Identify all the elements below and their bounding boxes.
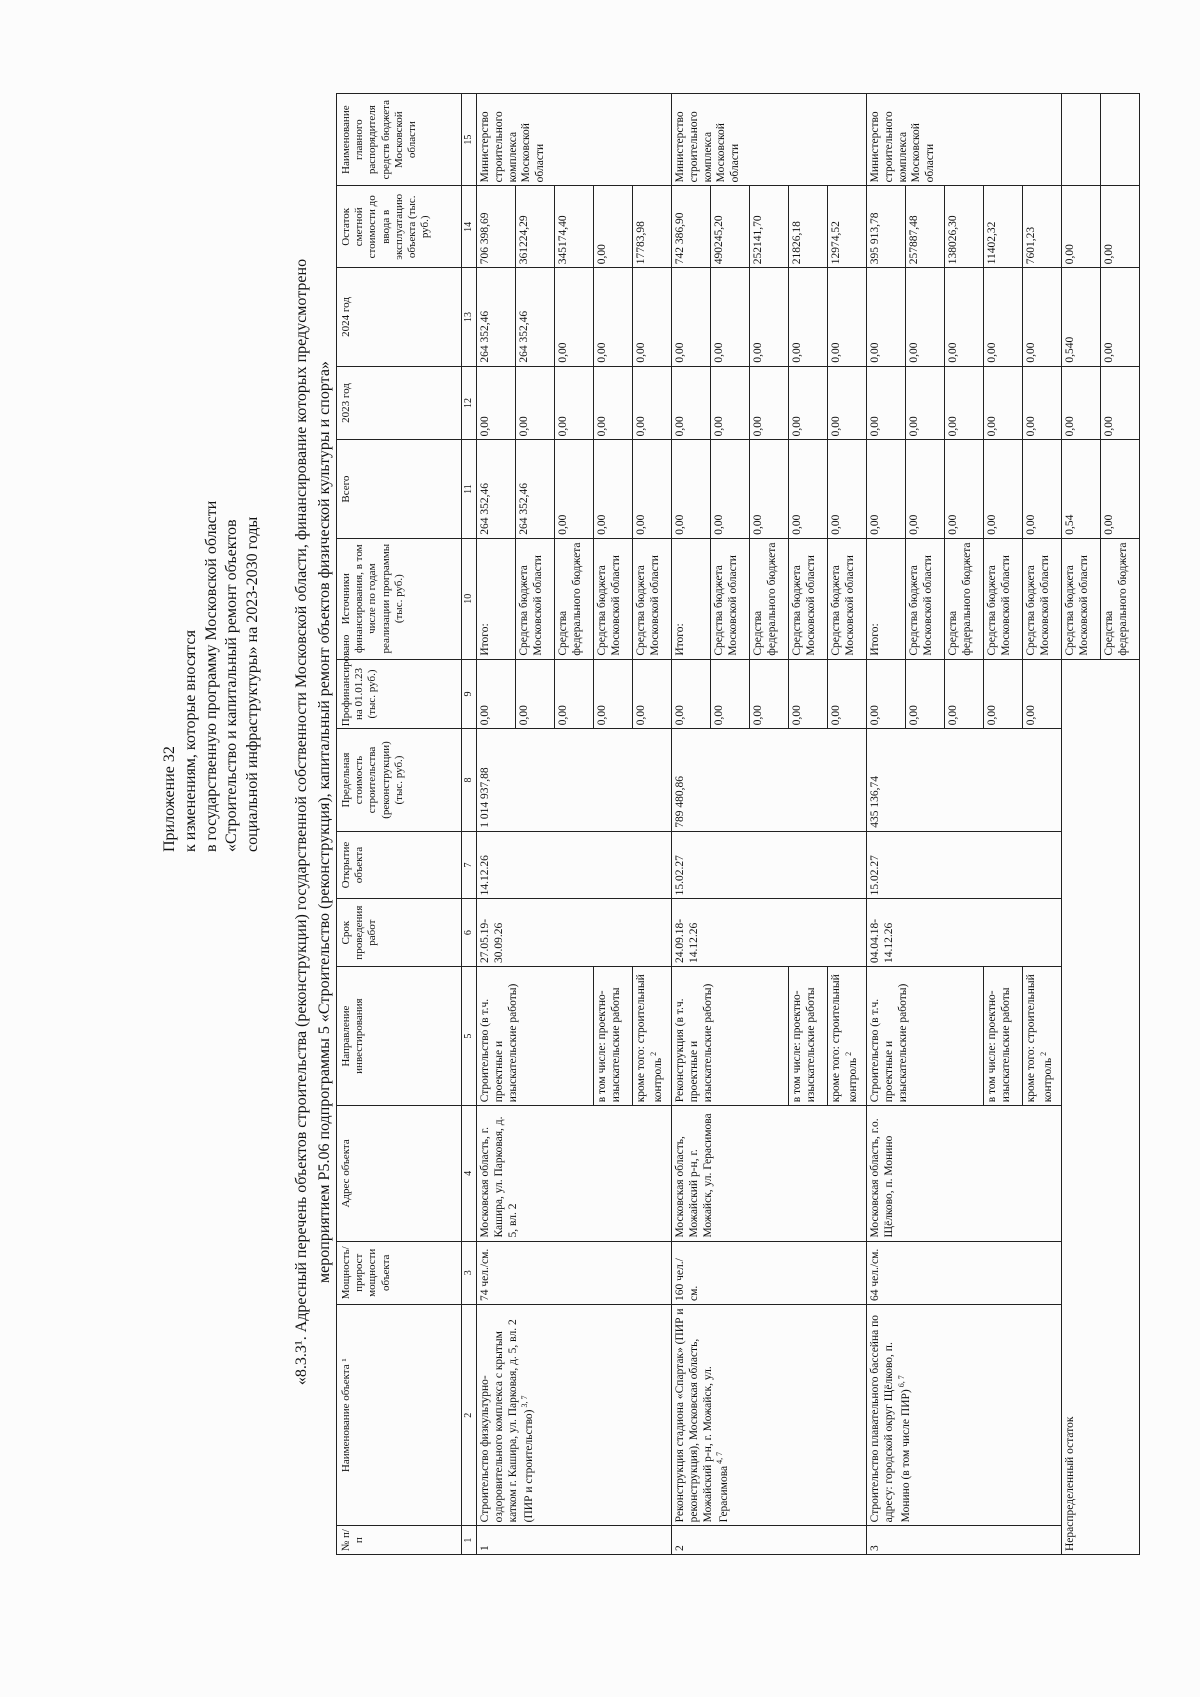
object-number: 2: [672, 1526, 867, 1555]
column-number: 8: [462, 729, 477, 831]
object-opening: 15.02.27: [867, 831, 1062, 899]
remaining-cost: 252141,70: [750, 186, 789, 268]
investment-direction-text: в том числе: проектно-изыскательские работы: [791, 987, 817, 1103]
work-term: 27.05.19-30.09.26: [477, 899, 672, 967]
total-amount: 264 352,46: [477, 440, 516, 538]
table-row: [672, 94, 711, 1555]
remaining-cost: 742 386,90: [672, 186, 711, 268]
funding-source: Средства бюджета Московской области: [906, 538, 945, 659]
amount-2023: 0,00: [750, 366, 789, 440]
funding-source: Средства бюджета Московской области: [516, 538, 555, 659]
amount-2024: 0,00: [828, 268, 867, 366]
object-opening: 15.02.27: [672, 831, 867, 899]
amount-2024: 0,00: [672, 268, 711, 366]
object-name: [867, 1305, 1062, 1526]
total-amount: 0,00: [828, 440, 867, 538]
total-amount: 0,00: [594, 440, 633, 538]
amount-2023: 0,00: [1023, 366, 1062, 440]
remaining-cost: 0,00: [594, 186, 633, 268]
column-number: 9: [462, 659, 477, 729]
total-amount: 0,00: [633, 440, 672, 538]
remaining-cost: 12974,52: [828, 186, 867, 268]
amount-2024: 0,00: [594, 268, 633, 366]
footnote-ref: 4, 7: [715, 1451, 725, 1466]
amount-2024: 0,00: [555, 268, 594, 366]
remaining-cost: 21826,18: [789, 186, 828, 268]
total-amount: 0,00: [789, 440, 828, 538]
amount-2023: 0,00: [711, 366, 750, 440]
footnote-ref: 6, 7: [896, 1375, 906, 1390]
amount-2024: 0,00: [750, 268, 789, 366]
column-number: 14: [462, 186, 477, 268]
total-amount: 0,00: [672, 440, 711, 538]
remaining-cost: 361224,29: [516, 186, 555, 268]
amount-2024: 0,00: [1101, 268, 1140, 366]
column-header: Мощность/ прирост мощности объекта: [337, 1241, 462, 1305]
remaining-cost: 706 398,69: [477, 186, 516, 268]
work-term: 24.09.18-14.12.26: [672, 899, 867, 967]
remaining-cost: 257887,48: [906, 186, 945, 268]
column-header: Направление инвестирования: [337, 966, 462, 1105]
financed-amount: 0,00: [750, 659, 789, 729]
amount-2023: 0,00: [477, 366, 516, 440]
financed-amount: 0,00: [789, 659, 828, 729]
appendix-line: к изменениям, которые вносятся: [181, 630, 199, 852]
financed-amount: 0,00: [555, 659, 594, 729]
undistributed-row: [1062, 94, 1101, 1555]
investment-direction: [594, 966, 633, 1105]
table-body: [477, 94, 1140, 1555]
column-header: Адрес объекта: [337, 1106, 462, 1241]
funding-source: Средства бюджета Московской области: [828, 538, 867, 659]
amount-2023: 0,00: [672, 366, 711, 440]
total-amount: 0,00: [867, 440, 906, 538]
object-number: 3: [867, 1526, 1062, 1555]
column-header: 2024 год: [337, 268, 462, 366]
amount-2023: 0,00: [789, 366, 828, 440]
object-capacity: 160 чел./см.: [672, 1241, 867, 1305]
column-number: 7: [462, 831, 477, 899]
amount-2024: 0,00: [984, 268, 1023, 366]
column-number: 10: [462, 538, 477, 659]
amount-2023: 0,00: [945, 366, 984, 440]
remaining-cost: 0,00: [1062, 186, 1101, 268]
remaining-cost: 395 913,78: [867, 186, 906, 268]
amount-2024: 0,00: [906, 268, 945, 366]
column-header: Наименование главного распорядителя средств бюджета Московской области: [337, 94, 462, 186]
investment-direction-text: в том числе: проектно-изыскательские работы: [596, 987, 622, 1103]
budget-manager: Министерство строительного комплекса Московской области: [867, 94, 1062, 186]
column-number: 2: [462, 1305, 477, 1526]
investment-direction: [984, 966, 1023, 1105]
total-amount: 0,00: [1101, 440, 1140, 538]
budget-manager: Министерство строительного комплекса Московской области: [672, 94, 867, 186]
object-name: [477, 1305, 672, 1526]
amount-2023: 0,00: [984, 366, 1023, 440]
total-amount: 0,00: [711, 440, 750, 538]
investment-direction: Реконструкция (в т.ч. проектные и изыскательские работы): [672, 966, 789, 1105]
funding-source: Средства федерального бюджета: [945, 538, 984, 659]
funding-source: Средства бюджета Московской области: [1023, 538, 1062, 659]
financed-amount: 0,00: [984, 659, 1023, 729]
amount-2023: 0,00: [1101, 366, 1140, 440]
investment-direction-text: в том числе: проектно-изыскательские работы: [986, 987, 1012, 1103]
amount-2023: 0,00: [906, 366, 945, 440]
financed-amount: 0,00: [672, 659, 711, 729]
total-amount: 264 352,46: [516, 440, 555, 538]
amount-2023: 0,00: [594, 366, 633, 440]
amount-2024: 264 352,46: [477, 268, 516, 366]
budget-manager-empty: [1101, 94, 1140, 186]
amount-2024: 0,00: [633, 268, 672, 366]
appendix-line: социальной инфраструктуры» на 2023-2030 годы: [244, 516, 262, 852]
amount-2024: 0,540: [1062, 268, 1101, 366]
amount-2024: 0,00: [1023, 268, 1062, 366]
funding-source: Средства бюджета Московской области: [1062, 538, 1101, 659]
column-number: 3: [462, 1241, 477, 1305]
funding-source: Итого:: [867, 538, 906, 659]
remaining-cost: 7601,23: [1023, 186, 1062, 268]
limit-cost: 1 014 937,88: [477, 729, 672, 831]
total-amount: 0,00: [906, 440, 945, 538]
investment-direction-text: кроме того: строительный контроль: [635, 974, 664, 1103]
appendix-number: Приложение 32: [161, 746, 178, 852]
column-number: 5: [462, 966, 477, 1105]
financed-amount: 0,00: [633, 659, 672, 729]
column-header: 2023 год: [337, 366, 462, 440]
amount-2023: 0,00: [555, 366, 594, 440]
object-capacity: 64 чел./см.: [867, 1241, 1062, 1305]
column-header: Наименование объекта ¹: [337, 1305, 462, 1526]
total-amount: 0,00: [750, 440, 789, 538]
financed-amount: 0,00: [945, 659, 984, 729]
funding-source: Средства бюджета Московской области: [633, 538, 672, 659]
funding-source: Итого:: [672, 538, 711, 659]
amount-2023: 0,00: [867, 366, 906, 440]
limit-cost: 789 480,86: [672, 729, 867, 831]
investment-direction-text: кроме того: строительный контроль: [830, 974, 859, 1103]
financed-amount: 0,00: [828, 659, 867, 729]
appendix-header: [160, 392, 264, 852]
funding-source: Средства бюджета Московской области: [594, 538, 633, 659]
total-amount: 0,00: [984, 440, 1023, 538]
financed-amount: 0,00: [1023, 659, 1062, 729]
financed-amount: 0,00: [906, 659, 945, 729]
object-name-text: Строительство плавательного бассейна по адресу: городской округ Щёлково, п. Монино (в том числе ПИР): [869, 1315, 912, 1523]
remaining-cost: 11402,32: [984, 186, 1023, 268]
title-line: мероприятием Р5.06 подпрограммы 5 «Строительство (реконструкция), капитальный ремонт объектов физической культуры и спорта»: [316, 361, 334, 1283]
investment-direction: [1023, 966, 1062, 1105]
footnote-ref: 2: [843, 1051, 853, 1058]
remaining-cost: 17783,98: [633, 186, 672, 268]
document-title: [290, 97, 336, 1547]
appendix-line: «Строительство и капитальный ремонт объектов: [223, 519, 241, 852]
limit-cost: 435 136,74: [867, 729, 1062, 831]
column-header: Профинансировано на 01.01.23 (тыс. руб.): [337, 659, 462, 729]
funding-source: Средства бюджета Московской области: [711, 538, 750, 659]
table-row: [477, 94, 516, 1555]
column-header: Источники финансирования, в том числе по годам реализации программы (тыс. руб.): [337, 538, 462, 659]
funding-source: Средства федерального бюджета: [1101, 538, 1140, 659]
table-header-row: [337, 94, 462, 1555]
total-amount: 0,00: [555, 440, 594, 538]
work-term: 04.04.18-14.12.26: [867, 899, 1062, 967]
column-number-row: [462, 94, 477, 1555]
amount-2024: 0,00: [711, 268, 750, 366]
remaining-cost: 138026,30: [945, 186, 984, 268]
investment-direction: Строительство (в т.ч. проектные и изыскательские работы): [867, 966, 984, 1105]
funding-source: Средства бюджета Московской области: [789, 538, 828, 659]
remaining-cost: 345174,40: [555, 186, 594, 268]
column-number: 15: [462, 94, 477, 186]
amount-2024: 264 352,46: [516, 268, 555, 366]
column-header: Остаток сметной стоимости до ввода в эксплуатацию объекта (тыс. руб.): [337, 186, 462, 268]
amount-2024: 0,00: [867, 268, 906, 366]
object-name: [672, 1305, 867, 1526]
funding-source: Средства бюджета Московской области: [984, 538, 1023, 659]
financed-amount: 0,00: [594, 659, 633, 729]
column-header: Предельная стоимость строительства (реконструкции) (тыс. руб.): [337, 729, 462, 831]
remaining-cost: 0,00: [1101, 186, 1140, 268]
column-number: 1: [462, 1526, 477, 1555]
column-number: 13: [462, 268, 477, 366]
footnote-ref: 2: [1038, 1051, 1048, 1058]
table-row: [867, 94, 906, 1555]
investment-direction: [789, 966, 828, 1105]
object-address: Московская область, Можайский р-н, г. Можайск, ул. Герасимова: [672, 1106, 867, 1241]
undistributed-label: Нераспределенный остаток: [1062, 659, 1140, 1554]
column-header: Открытие объекта: [337, 831, 462, 899]
funding-source: Итого:: [477, 538, 516, 659]
financed-amount: 0,00: [867, 659, 906, 729]
amount-2023: 0,00: [828, 366, 867, 440]
total-amount: 0,00: [1023, 440, 1062, 538]
object-number: 1: [477, 1526, 672, 1555]
column-number: 11: [462, 440, 477, 538]
remaining-cost: 490245,20: [711, 186, 750, 268]
column-header: Всего: [337, 440, 462, 538]
footnote-ref: 2: [648, 1051, 658, 1058]
amount-2024: 0,00: [945, 268, 984, 366]
footnote-ref: 3, 7: [520, 1395, 530, 1410]
investment-direction: Строительство (в т.ч. проектные и изыскательские работы): [477, 966, 594, 1105]
amount-2024: 0,00: [789, 268, 828, 366]
appendix-line: в государственную программу Московской области: [202, 500, 220, 852]
budget-manager: Министерство строительного комплекса Московской области: [477, 94, 672, 186]
investment-direction: [828, 966, 867, 1105]
object-address: Московская область, г. Кашира, ул. Парковая, д. 5, вл. 2: [477, 1106, 672, 1241]
column-number: 6: [462, 899, 477, 967]
object-address: Московская область, г.о. Щёлково, п. Монино: [867, 1106, 1062, 1241]
title-line: «8.3.3¹. Адресный перечень объектов строительства (реконструкции) государственной собственности Московской области, финансирование которых предусмотрено: [293, 258, 310, 1386]
column-header: № п/п: [337, 1526, 462, 1555]
budget-manager-empty: [1062, 94, 1101, 186]
investment-direction: [633, 966, 672, 1105]
amount-2023: 0,00: [516, 366, 555, 440]
total-amount: 0,00: [945, 440, 984, 538]
investment-direction-text: кроме того: строительный контроль: [1025, 974, 1054, 1103]
total-amount: 0,54: [1062, 440, 1101, 538]
address-list-table: [336, 93, 1140, 1555]
object-name-text: Строительство физкультурно-оздоровительного комплекса с крытым катком г. Кашира, ул. Парковая, д. 5, вл. 2 (ПИР и строительство): [479, 1319, 536, 1523]
object-name-text: Реконструкция стадиона «Спартак» (ПИР и реконструкция), Московская область, Можайский р-н, г. Можайск, ул. Герасимова: [674, 1308, 731, 1523]
object-opening: 14.12.26: [477, 831, 672, 899]
object-capacity: 74 чел./см.: [477, 1241, 672, 1305]
column-number: 4: [462, 1106, 477, 1241]
column-header: Срок проведения работ: [337, 899, 462, 967]
funding-source: Средства федерального бюджета: [555, 538, 594, 659]
financed-amount: 0,00: [711, 659, 750, 729]
amount-2023: 0,00: [1062, 366, 1101, 440]
amount-2023: 0,00: [633, 366, 672, 440]
financed-amount: 0,00: [516, 659, 555, 729]
column-number: 12: [462, 366, 477, 440]
financed-amount: 0,00: [477, 659, 516, 729]
funding-source: Средства федерального бюджета: [750, 538, 789, 659]
